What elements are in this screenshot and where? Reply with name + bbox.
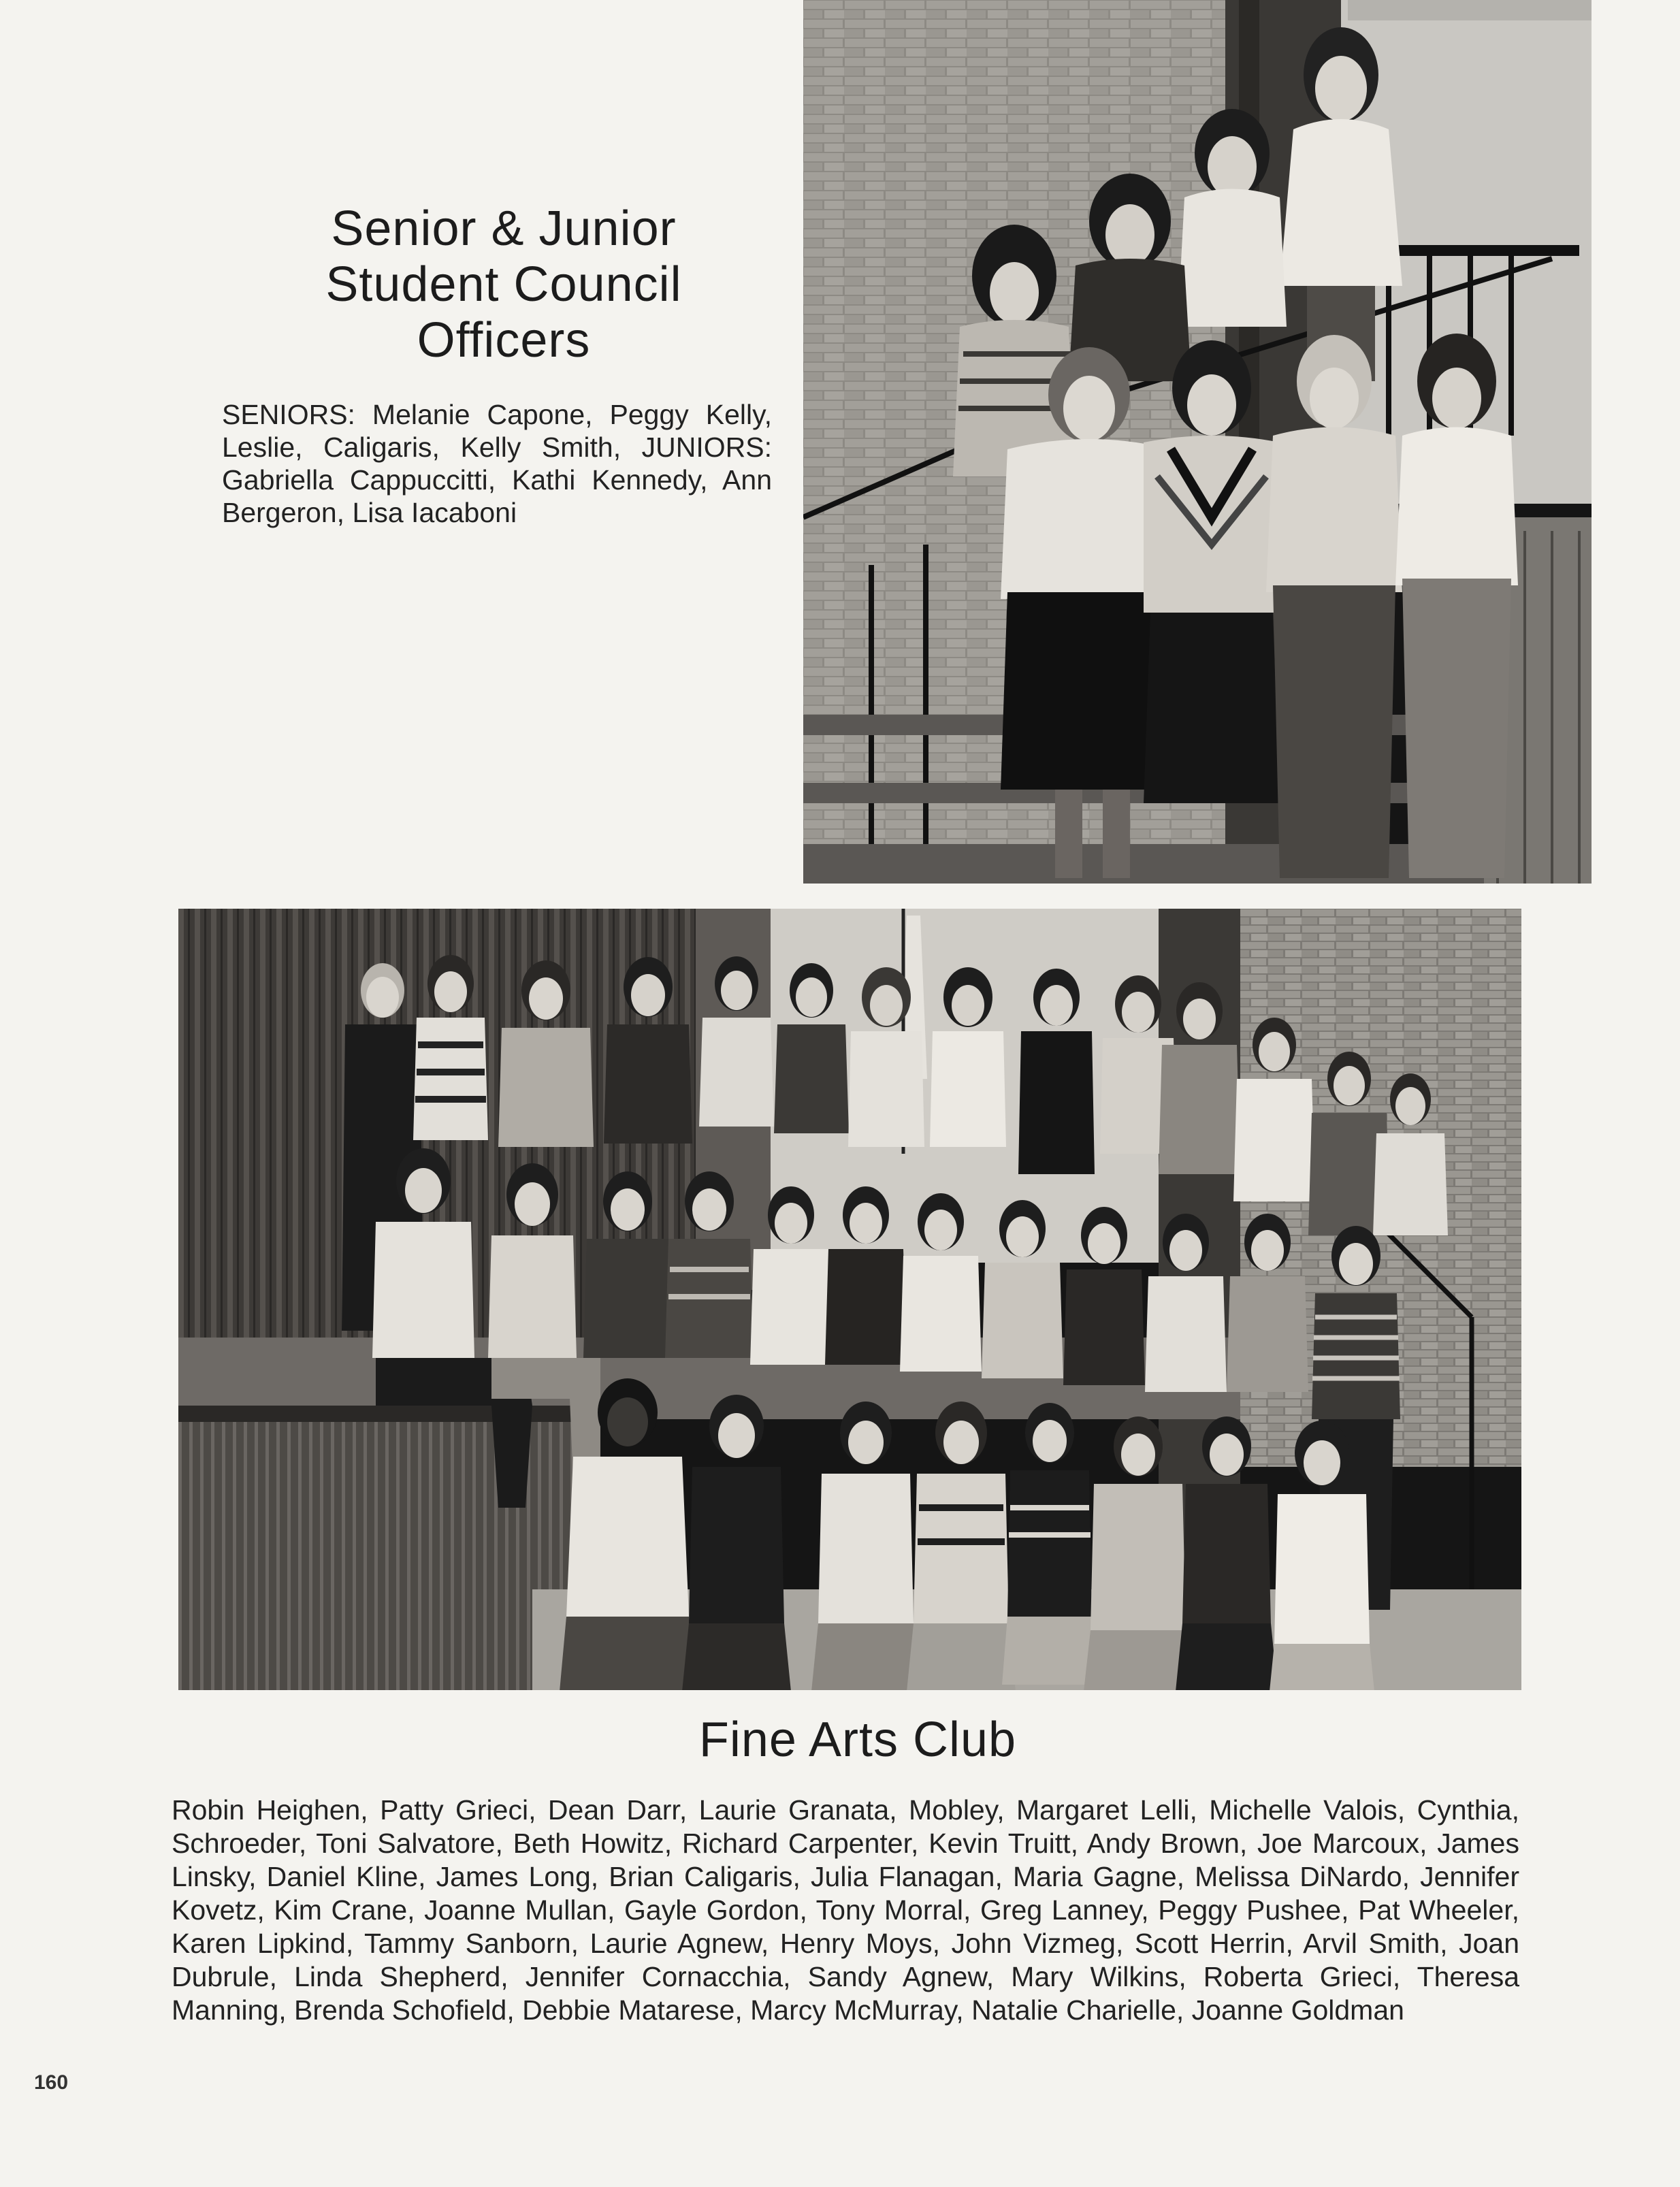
council-title-line-2: Student Council [325,257,682,312]
council-photo [803,0,1592,884]
council-photo-illustration [803,0,1592,884]
fine-arts-title: Fine Arts Club [698,1713,1017,1767]
fine-arts-caption: Robin Heighen, Patty Grieci, Dean Darr, Laurie Granata, Mobley, Margaret Lelli, Michelle Valois, Cynthia, Schroeder, Toni Salvatore, Beth Howitz, Richard Carpenter, Kevin Truitt, Andy Brown, Joe Marcoux, James Linsky, Daniel Kline, James Long, Brian Caligaris, Julia Flanagan, Maria Gagne, Melissa DiNardo, Jennifer Kovetz, Kim Crane, Joanne Mullan, Gayle Gordon, Tony Morral, Greg Lanney, Peggy Pushee, Pat Wheeler, Karen Lipkind, Tammy Sanborn, Laurie Agnew, Henry Moys, John Vizmeg, Scott Herrin, Arvil Smith, Joan Dubrule, Linda Shepherd, Jennifer Cornacchia, Sandy Agnew, Mary Wilkins, Roberta Grieci, Theresa Manning, Brenda Schofield, Debbie Matarese, Marcy McMurray, Natalie Charielle, Joanne Goldman [172,1794,1519,2026]
council-caption: SENIORS: Melanie Capone, Peggy Kelly, Leslie, Caligaris, Kelly Smith, JUNIORS: Gabriella Cappuccitti, Kathi Kennedy, Ann Bergeron, Lisa Iacaboni [222,399,772,528]
council-title-line-3: Officers [417,313,591,368]
council-title [225,201,783,368]
council-title-line-1: Senior & Junior [331,201,677,256]
page-number: 160 [34,2071,69,2094]
fine-arts-photo [178,909,1521,1690]
fine-arts-photo-illustration [178,909,1521,1690]
